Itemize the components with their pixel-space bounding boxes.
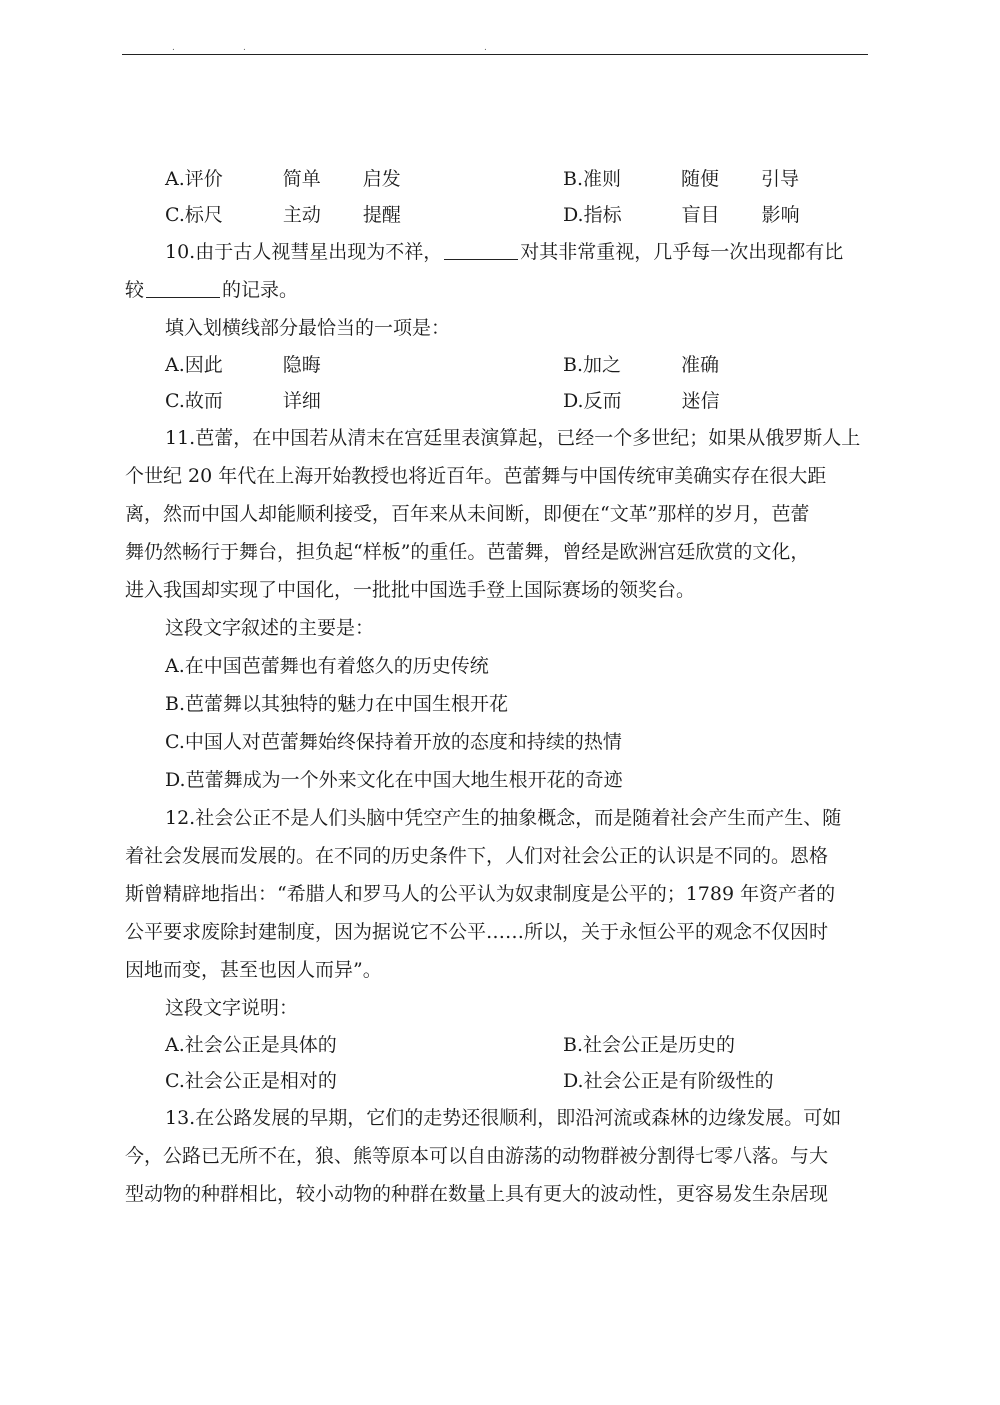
q11-stem-line: 舞仍然畅行于舞台，担负起“样板”的重任。芭蕾舞，曾经是欧洲宫廷欣赏的文化，	[125, 541, 810, 563]
q11-stem-line: 个世纪 20 年代在上海开始教授也将近百年。芭蕾舞与中国传统审美确实存在很大距	[125, 465, 827, 487]
q12-option-row	[125, 1027, 867, 1063]
q10-stem-line: 较 的记录。	[125, 279, 299, 301]
q13-stem-line: 型动物的种群相比，较小动物的种群在数量上具有更大的波动性，更容易发生杂居现	[125, 1183, 829, 1205]
q12-stem-line: 公平要求废除封建制度，因为据说它不公平……所以，关于永恒公平的观念不仅因时	[125, 921, 829, 943]
q12-stem-line: 因地而变，甚至也因人而异”。	[125, 959, 382, 981]
q10-option-d: D.反而 迷信	[563, 390, 720, 412]
q12-option-row	[125, 1063, 867, 1099]
q11-prompt: 这段文字叙述的主要是：	[165, 617, 375, 639]
q12-stem-line: 斯曾精辟地指出：“希腊人和罗马人的公平认为奴隶制度是公平的；1789 年资产者的	[125, 883, 836, 905]
q11-stem-line: 离，然而中国人却能顺利接受，百年来从未间断，即便在“文革”那样的岁月，芭蕾	[125, 503, 810, 525]
q11-option-c: C.中国人对芭蕾舞始终保持着开放的态度和持续的热情	[165, 731, 622, 753]
q10-prompt: 填入划横线部分最恰当的一项是：	[165, 317, 451, 339]
q10-option-row	[125, 347, 867, 383]
q11-stem-line: 进入我国却实现了中国化，一批批中国选手登上国际赛场的领奖台。	[125, 579, 696, 601]
q12-option-b: B.社会公正是历史的	[563, 1034, 736, 1056]
q10-stem-line: 10.由于古人视彗星出现为不祥， 对其非常重视，几乎每一次出现都有比	[165, 241, 844, 263]
q10-option-a: A.因此 隐晦	[165, 354, 321, 376]
q9-option-c: C.标尺 主动 提醒	[165, 204, 401, 226]
page-content	[125, 161, 867, 1213]
q9-option-a: A.评价 简单 启发	[165, 168, 401, 190]
q9-option-row	[125, 197, 867, 233]
q13-stem-line: 今，公路已无所不在，狼、熊等原本可以自由游荡的动物群被分割得七零八落。与大	[125, 1145, 829, 1167]
q12-stem-line: 12.社会公正不是人们头脑中凭空产生的抽象概念，而是随着社会产生而产生、随	[165, 807, 842, 829]
header-mark: .	[484, 43, 487, 53]
q9-option-d: D.指标 盲目 影响	[563, 204, 800, 226]
header-rule	[122, 54, 868, 55]
q10-option-b: B.加之 准确	[563, 354, 720, 376]
q11-option-a: A.在中国芭蕾舞也有着悠久的历史传统	[165, 655, 489, 677]
header-mark: .	[172, 43, 175, 53]
q12-prompt: 这段文字说明：	[165, 997, 299, 1019]
q12-option-d: D.社会公正是有阶级性的	[563, 1070, 774, 1092]
q12-stem-line: 着社会发展而发展的。在不同的历史条件下，人们对社会公正的认识是不同的。恩格	[125, 845, 829, 867]
q10-option-row	[125, 383, 867, 419]
answer-blank	[444, 239, 518, 260]
q9-option-b: B.准则 随便 引导	[563, 168, 800, 190]
header-mark: .	[243, 43, 246, 53]
q11-option-d: D.芭蕾舞成为一个外来文化在中国大地生根开花的奇迹	[165, 769, 623, 791]
q11-stem-line: 11.芭蕾，在中国若从清末在宫廷里表演算起，已经一个多世纪；如果从俄罗斯人上	[165, 427, 861, 449]
q10-option-c: C.故而 详细	[165, 390, 321, 412]
q12-option-a: A.社会公正是具体的	[165, 1034, 337, 1056]
q11-option-b: B.芭蕾舞以其独特的魅力在中国生根开花	[165, 693, 509, 715]
answer-blank	[146, 277, 220, 298]
q9-option-row	[125, 161, 867, 197]
q12-option-c: C.社会公正是相对的	[165, 1070, 337, 1092]
q13-stem-line: 13.在公路发展的早期，它们的走势还很顺利，即沿河流或森林的边缘发展。可如	[165, 1107, 842, 1129]
